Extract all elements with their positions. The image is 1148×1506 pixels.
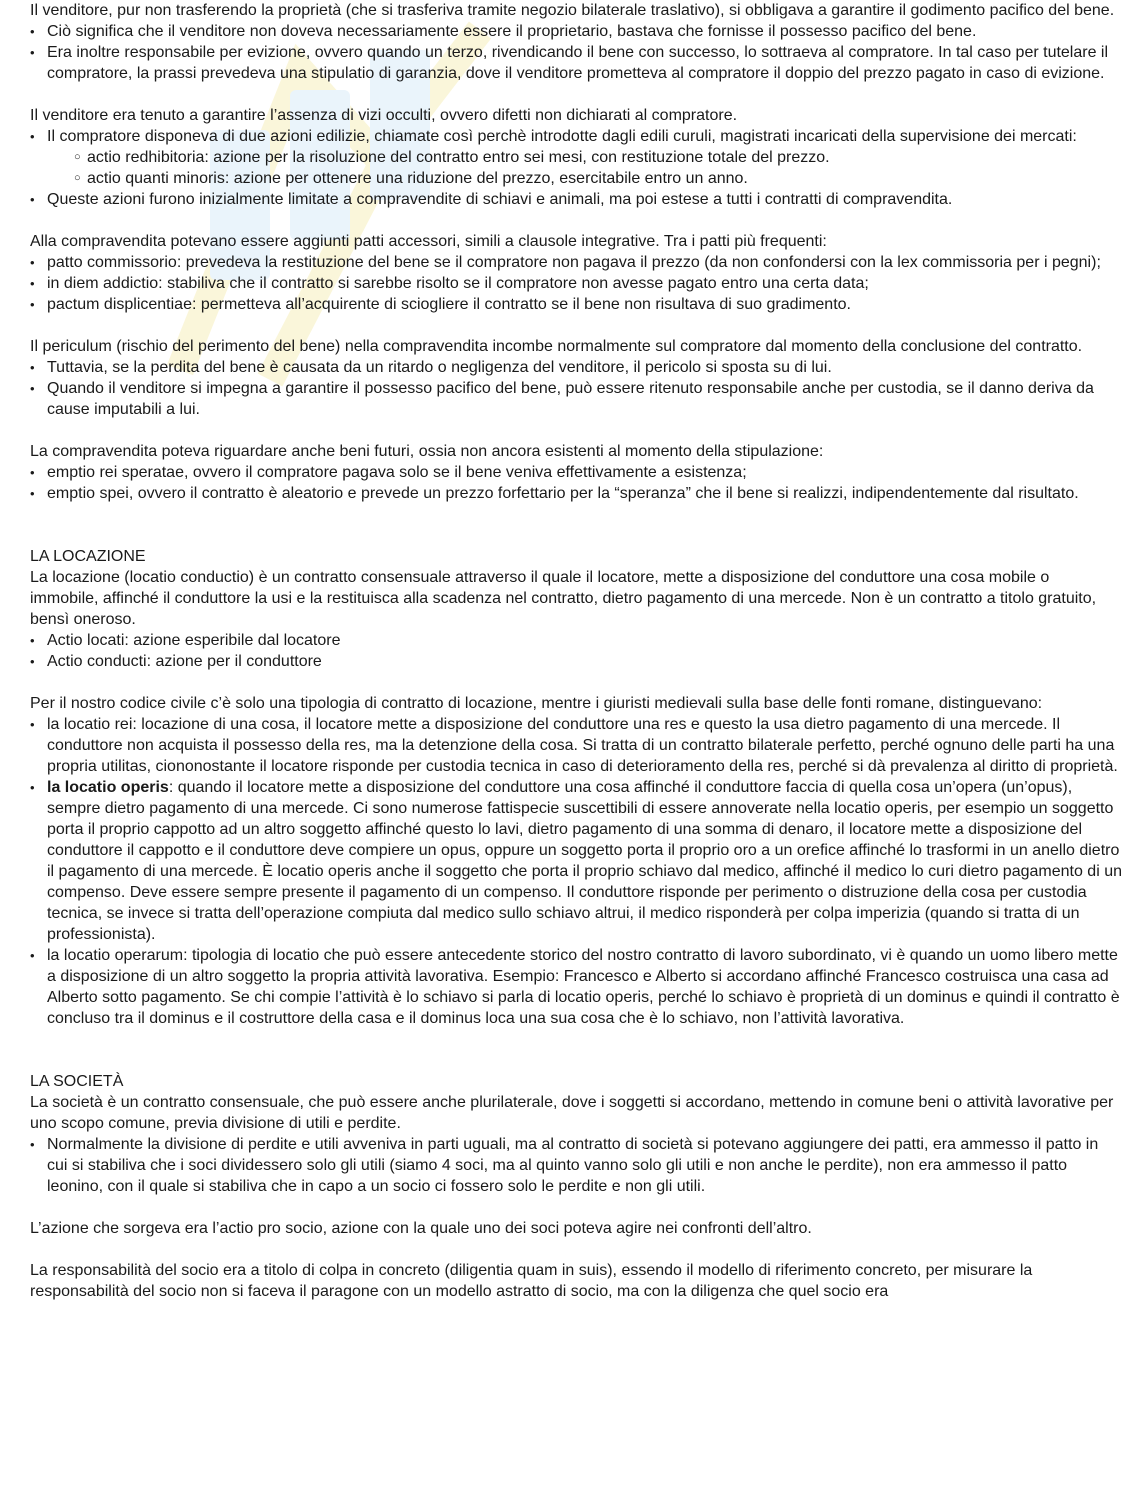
list-item: • Era inoltre responsabile per evizione, ovvero quando un terzo, rivendicando il bene con successo, lo sottraeva al compratore. In tal caso per tutelare il compratore, la prassi prevedeva una stipulatio di garanzia, dove il venditore prometteva al compratore il doppio del prezzo pagato in caso di evizione. xyxy=(30,42,1122,84)
section-periculum xyxy=(30,336,1122,420)
list-item: • pactum displicentiae: permetteva all’acquirente di sciogliere il contratto se il bene non risultava di suo gradimento. xyxy=(30,294,1122,315)
paragraph: Il periculum (rischio del perimento del bene) nella compravendita incombe normalmente sul compratore dal momento della conclusione del contratto. xyxy=(30,338,1083,355)
sub-list xyxy=(30,147,1122,189)
paragraph: La compravendita poteva riguardare anche beni futuri, ossia non ancora esistenti al momento della stipulazione: xyxy=(30,443,824,460)
list-item xyxy=(30,777,1122,945)
list-item-text: : quando il locatore mette a disposizione del conduttore una cosa affinché il conduttore faccia di quella cosa un’opera (un’opus), sempre dietro pagamento di una mercede. Ci sono numerose fattispecie suscettibili di essere annoverate nella locatio operis, per esempio un soggetto porta il proprio cappotto ad un altro soggetto affinché questo lo lavi, dietro pagamento di una somma di denaro, il locatore mette a disposizione del conduttore il cappotto e il conduttore deve compiere un opus, oppure un soggetto porta il proprio oro a un orefice affinché lo trasformi in un anello dietro il pagamento di una mercede. È locatio operis anche il soggetto che porta il proprio schiavo dal medico, affinché il medico lo curi dietro pagamento di un compenso. Deve essere sempre presente il pagamento di un compenso. Il conduttore risponde per perimento o distruzione della cosa per custodia tecnica, se invece si tratta dell’operazione compiuta dal medico sullo schiavo altrui, il medico risponderà per colpa imperizia (quando si tratta di un professionista). xyxy=(47,779,1122,943)
list-item: • Tuttavia, se la perdita del bene è causata da un ritardo o negligenza del venditore, il pericolo si sposta su di lui. xyxy=(30,357,1122,378)
list-item: • Ciò significa che il venditore non doveva necessariamente essere il proprietario, bastava che fornisse il possesso pacifico del bene. xyxy=(30,21,1122,42)
bullet-list xyxy=(30,462,1122,504)
list-item: • in diem addictio: stabiliva che il contratto si sarebbe risolto se il compratore non avesse pagato entro una certa data; xyxy=(30,273,1122,294)
bullet-list xyxy=(30,126,1122,147)
list-item: • Queste azioni furono inizialmente limitate a compravendite di schiavi e animali, ma poi estese a tutti i contratti di compravendita. xyxy=(30,189,1122,210)
section-societa xyxy=(30,1071,1122,1302)
list-item: • Actio locati: azione esperibile dal locatore xyxy=(30,630,1122,651)
paragraph: La responsabilità del socio era a titolo di colpa in concreto (diligentia quam in suis), essendo il modello di riferimento concreto, per misurare la responsabilità del socio non si faceva il paragone con un modello astratto di socio, ma con la diligenza che quel socio era xyxy=(30,1262,1033,1300)
section-locazione xyxy=(30,546,1122,1029)
section-vizi-occulti xyxy=(30,105,1122,210)
list-item: • emptio spei, ovvero il contratto è aleatorio e prevede un prezzo forfettario per la “speranza” che il bene si realizzi, indipendentemente dal risultato. xyxy=(30,483,1122,504)
bullet-list xyxy=(30,357,1122,420)
bullet-list xyxy=(30,21,1122,84)
section-heading: LA LOCAZIONE xyxy=(30,548,146,565)
list-item: • la locatio operarum: tipologia di locatio che può essere antecedente storico del nostro contratto di lavoro subordinato, vi è quando un uomo libero mette a disposizione di un altro soggetto la propria attività lavorativa. Esempio: Francesco e Alberto si accordano affinché Francesco costruisca una casa ad Alberto sotto pagamento. Se chi compie l’attività è lo schiavo si parla di locatio operis, perché lo schiavo è proprietà di un dominus e quindi il contratto è concluso tra il dominus e il costruttore della casa e il dominus loca una sua cosa che è lo schiavo, non l’attività lavorativa. xyxy=(30,945,1122,1029)
paragraph: La locazione (locatio conductio) è un contratto consensuale attraverso il quale il locatore, mette a disposizione del conduttore una cosa mobile o immobile, affinché il conduttore la usi e la restituisca alla scadenza nel contratto, dietro pagamento di una mercede. Non è un contratto a titolo gratuito, bensì oneroso. xyxy=(30,569,1097,628)
list-item: • Normalmente la divisione di perdite e utili avveniva in parti uguali, ma al contratto di società si potevano aggiungere dei patti, era ammesso il patto in cui si stabiliva che i soci dividessero solo gli utili (siamo 4 soci, ma al quinto vanno solo gli utili e non anche le perdite), non era ammesso il patto leonino, con il quale si stabiliva che in capo a un socio ci fossero solo le perdite e non gli utili. xyxy=(30,1134,1122,1197)
paragraph: Il venditore era tenuto a garantire l’assenza di vizi occulti, ovvero difetti non dichiarati al compratore. xyxy=(30,107,738,124)
paragraph: L’azione che sorgeva era l’actio pro socio, azione con la quale uno dei soci poteva agire nei confronti dell’altro. xyxy=(30,1220,812,1237)
paragraph: La società è un contratto consensuale, che può essere anche plurilaterale, dove i soggetti si accordano, mettendo in comune beni o attività lavorative per uno scopo comune, previa divisione di utili e perdite. xyxy=(30,1094,1114,1132)
bullet-list xyxy=(30,714,1122,1029)
section-garanzia xyxy=(30,0,1122,84)
document-page xyxy=(30,0,1122,1302)
section-heading: LA SOCIETÀ xyxy=(30,1073,124,1090)
bullet-list xyxy=(30,252,1122,315)
sub-list-item: ○ actio quanti minoris: azione per ottenere una riduzione del prezzo, esercitabile entro un anno. xyxy=(30,168,1122,189)
list-item: • Il compratore disponeva di due azioni edilizie, chiamate così perchè introdotte dagli edili curuli, magistrati incaricati della supervisione dei mercati: xyxy=(30,126,1122,147)
paragraph: Il venditore, pur non trasferendo la proprietà (che si trasferiva tramite negozio bilaterale traslativo), si obbligava a garantire il godimento pacifico del bene. xyxy=(30,2,1115,19)
paragraph: Per il nostro codice civile c’è solo una tipologia di contratto di locazione, mentre i giuristi medievali sulla base delle fonti romane, distinguevano: xyxy=(30,695,1043,712)
bullet-list xyxy=(30,189,1122,210)
list-item: • la locatio rei: locazione di una cosa, il locatore mette a disposizione del conduttore una res e questo la usa dietro pagamento di una mercede. Il conduttore non acquista il possesso della res, ma la detenzione della cosa. Si tratta di un contratto bilaterale perfetto, perché ognuno delle parti ha una propria utilitas, ciononostante il locatore risponde per custodia tecnica in caso di deterioramento della res, perché si dà prevalenza al diritto di proprietà. xyxy=(30,714,1122,777)
list-item: • emptio rei speratae, ovvero il compratore pagava solo se il bene veniva effettivamente a esistenza; xyxy=(30,462,1122,483)
section-beni-futuri xyxy=(30,441,1122,504)
section-patti-accessori xyxy=(30,231,1122,315)
bullet-list xyxy=(30,1134,1122,1197)
list-item: • patto commissorio: prevedeva la restituzione del bene se il compratore non pagava il prezzo (da non confondersi con la lex commissoria per i pegni); xyxy=(30,252,1122,273)
bullet-list xyxy=(30,630,1122,672)
list-item: • Actio conducti: azione per il conduttore xyxy=(30,651,1122,672)
bold-term: la locatio operis xyxy=(47,779,169,796)
sub-list-item: ○ actio redhibitoria: azione per la risoluzione del contratto entro sei mesi, con restituzione totale del prezzo. xyxy=(30,147,1122,168)
paragraph: Alla compravendita potevano essere aggiunti patti accessori, simili a clausole integrative. Tra i patti più frequenti: xyxy=(30,233,827,250)
list-item: • Quando il venditore si impegna a garantire il possesso pacifico del bene, può essere ritenuto responsabile anche per custodia, se il danno deriva da cause imputabili a lui. xyxy=(30,378,1122,420)
